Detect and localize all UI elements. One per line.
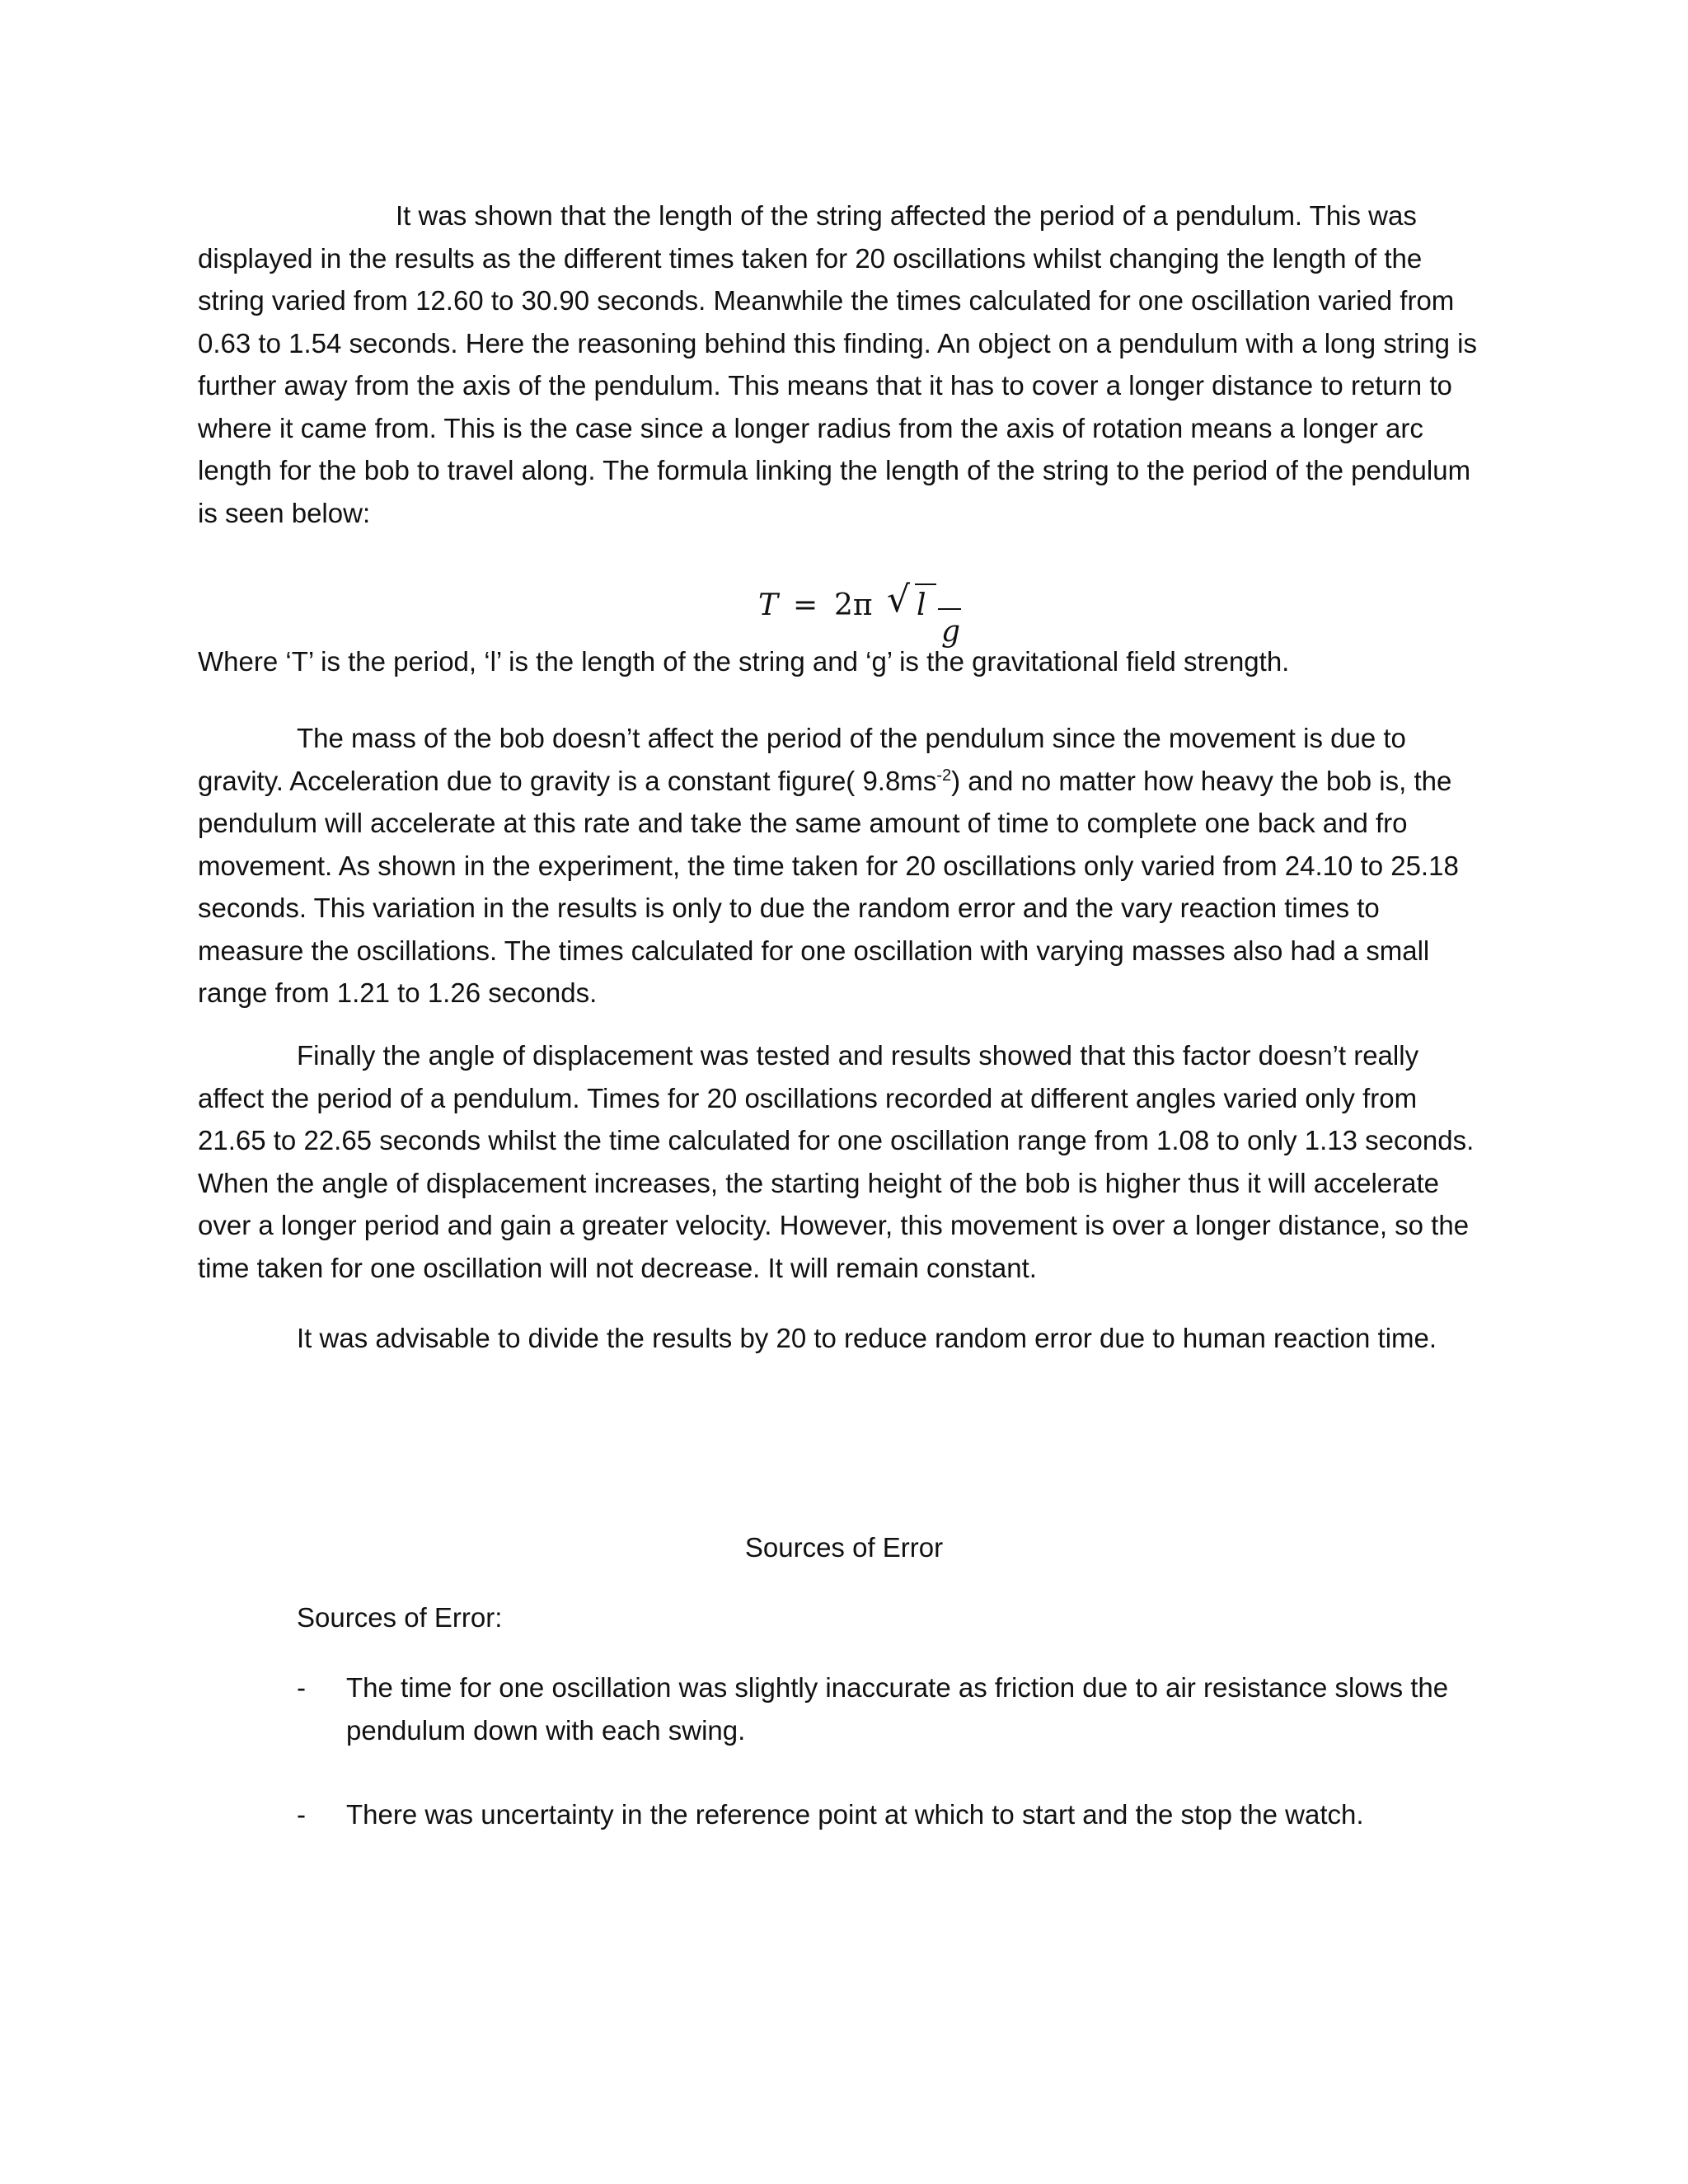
paragraph-bob-mass (198, 717, 1492, 1015)
bullet-dash: - (297, 1672, 306, 1703)
paragraph-angle-displacement: Finally the angle of displacement was tested and results showed that this factor doesn’t really affect the period of a pendulum. Times for 20 oscillations recorded at different angles varied only from 21.65 to 22.65 seconds whilst the time calculated for one oscillation range from 1.08 to only 1.13 seconds. When the angle of displacement increases, the starting height of the bob is higher thus it will accelerate over a longer period and gain a greater velocity. However, this movement is over a longer distance, so the time taken for one oscillation will not decrease. It will remain constant. (198, 1040, 1475, 1283)
formula-explanation: Where ‘T’ is the period, ‘l’ is the length of the string and ‘g’ is the gravitational field strength. (198, 646, 1290, 677)
superscript-exponent: -2 (936, 766, 952, 785)
formula-length-symbol: l (917, 588, 926, 622)
paragraph-divide-results: It was advisable to divide the results by 20 to reduce random error due to human reaction time. (297, 1323, 1437, 1353)
formula-square-root-sign: √ (887, 579, 911, 621)
formula-equals: = (793, 588, 818, 622)
formula-root-bar (915, 583, 936, 585)
bullet-dash: - (297, 1799, 306, 1830)
list-item-text: The time for one oscillation was slightly inaccurate as friction due to air resistance slows the pendulum down with each swing. (346, 1672, 1449, 1746)
section-heading: Sources of Error (744, 1532, 944, 1563)
formula-fraction-bar (938, 608, 961, 610)
list-item-text: There was uncertainty in the reference point at which to start and the stop the watch. (346, 1799, 1364, 1830)
formula-period-symbol: T (758, 588, 779, 622)
paragraph-bob-mass-part2: ) and no matter how heavy the bob is, the pendulum will accelerate at this rate and take the same amount of time to complete one back and fro movement. As shown in the experiment, the time taken for 20 oscillations only varied from 24.10 to 25.18 seconds. This variation in the results is only to due the random error and the vary reaction times to measure the oscillations. The times calculated for one oscillation with varying masses also had a small range from 1.21 to 1.26 seconds. (198, 765, 1459, 1008)
paragraph-string-length: It was shown that the length of the string affected the period of a pendulum. This was displayed in the results as the different times taken for 20 oscillations whilst changing the length of the string varied from 12.60 to 30.90 seconds. Meanwhile the times calculated for one oscillation varied from 0.63 to 1.54 seconds. Here the reasoning behind this finding. An object on a pendulum with a long string is further away from the axis of the pendulum. This means that it has to cover a longer distance to return to where it came from. This is the case since a longer radius from the axis of rotation means a longer arc length for the bob to travel along. The formula linking the length of the string to the period of the pendulum is seen below: (198, 200, 1478, 528)
formula-gravity-symbol: g (941, 615, 961, 649)
formula-two-pi: 2π (834, 588, 873, 622)
section-subheading: Sources of Error: (297, 1602, 503, 1633)
paragraph-bob-mass-part1: The mass of the bob doesn’t affect the period of the pendulum since the movement is due to gravity. Acceleration due to gravity is a constant figure( 9.8ms (198, 723, 1406, 796)
